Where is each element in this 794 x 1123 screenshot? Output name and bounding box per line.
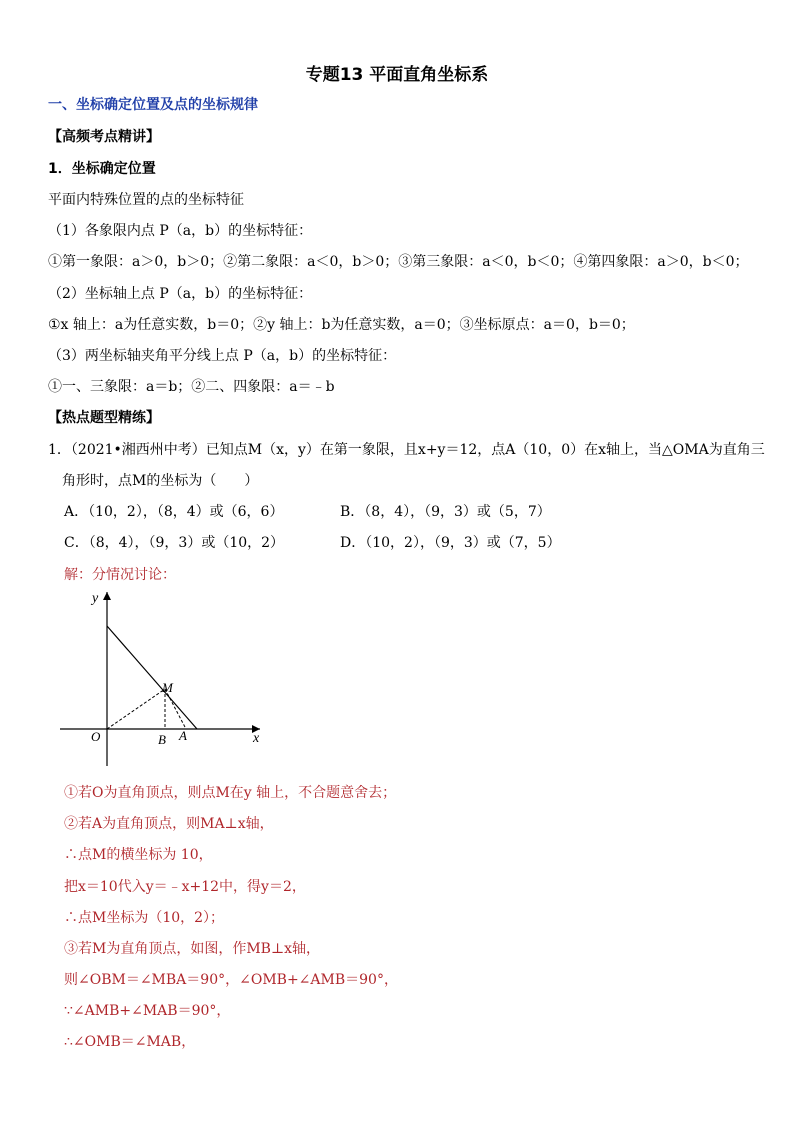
solution-step-3: ∴点M的横坐标为 10， [64, 847, 213, 863]
solution-step-9: ∴∠OMB＝∠MAB， [64, 1034, 196, 1050]
option-d: D．（10，2），（9，3）或（7，5） [340, 535, 561, 551]
option-b: B．（8，4），（9，3）或（5，7） [340, 504, 551, 520]
point-b-label: B [158, 732, 166, 747]
point-3-detail: ①一、三象限：a＝b；②二、四象限：a＝﹣b [48, 379, 335, 395]
focus-heading: 【高频考点精讲】 [48, 129, 160, 145]
solution-step-7: 则∠OBM＝∠MBA＝90°，∠OMB+∠AMB＝90°， [64, 972, 398, 988]
y-axis-arrow [103, 592, 111, 600]
point-2-detail: ①x 轴上：a为任意实数，b＝0；②y 轴上：b为任意实数，a＝0；③坐标原点：a＝0，b＝0； [48, 317, 635, 333]
solution-step-4: 把x＝10代入y＝﹣x+12中，得y＝2， [64, 879, 306, 895]
point-3: （3）两坐标轴夹角平分线上点 P（a，b）的坐标特征： [48, 348, 397, 364]
coordinate-figure [60, 588, 270, 768]
solution-step-2: ②若A为直角顶点，则MA⊥x轴， [64, 816, 274, 832]
point-1-detail: ①第一象限：a＞0，b＞0；②第二象限：a＜0，b＞0；③第三象限：a＜0，b＜0；④第四象限：a＞0，b＜0； [48, 254, 749, 270]
point-1: （1）各象限内点 P（a，b）的坐标特征： [48, 223, 313, 239]
segment-ma [165, 689, 186, 729]
point-a-label: A [179, 728, 187, 743]
point-m-label: M [162, 680, 173, 695]
intro-text: 平面内特殊位置的点的坐标特征 [48, 192, 244, 208]
option-a: A．（10，2），（8，4）或（6，6） [64, 504, 284, 520]
option-c: C．（8，4），（9，3）或（10，2） [64, 535, 285, 551]
subsection-heading: 1．坐标确定位置 [48, 161, 156, 177]
solution-step-5: ∴点M坐标为（10，2）； [64, 910, 225, 926]
solution-step-1: ①若O为直角顶点，则点M在y 轴上，不合题意舍去； [64, 785, 397, 801]
y-label: y [92, 591, 99, 606]
section-heading: 一、坐标确定位置及点的坐标规律 [48, 97, 258, 113]
line-x-plus-y-12 [107, 626, 197, 729]
segment-om [107, 689, 165, 729]
practice-heading: 【热点题型精练】 [48, 410, 160, 426]
question-1-line-2: 角形时，点M的坐标为（ ） [62, 473, 259, 489]
origin-label: O [91, 729, 101, 744]
solution-step-8: ∵∠AMB+∠MAB＝90°， [64, 1003, 231, 1019]
point-2: （2）坐标轴上点 P（a，b）的坐标特征： [48, 286, 313, 302]
solution-step-6: ③若M为直角顶点，如图，作MB⊥x轴， [64, 941, 321, 957]
question-1-line-1: 1．（2021•湘西州中考）已知点M（x，y）在第一象限，且x+y＝12，点A（10，0）在x轴上，当△OMA为直角三 [48, 442, 765, 458]
page-title: 专题13 平面直角坐标系 [305, 65, 489, 85]
x-label: x [253, 731, 260, 746]
solution-intro: 解：分情况讨论： [64, 567, 176, 583]
